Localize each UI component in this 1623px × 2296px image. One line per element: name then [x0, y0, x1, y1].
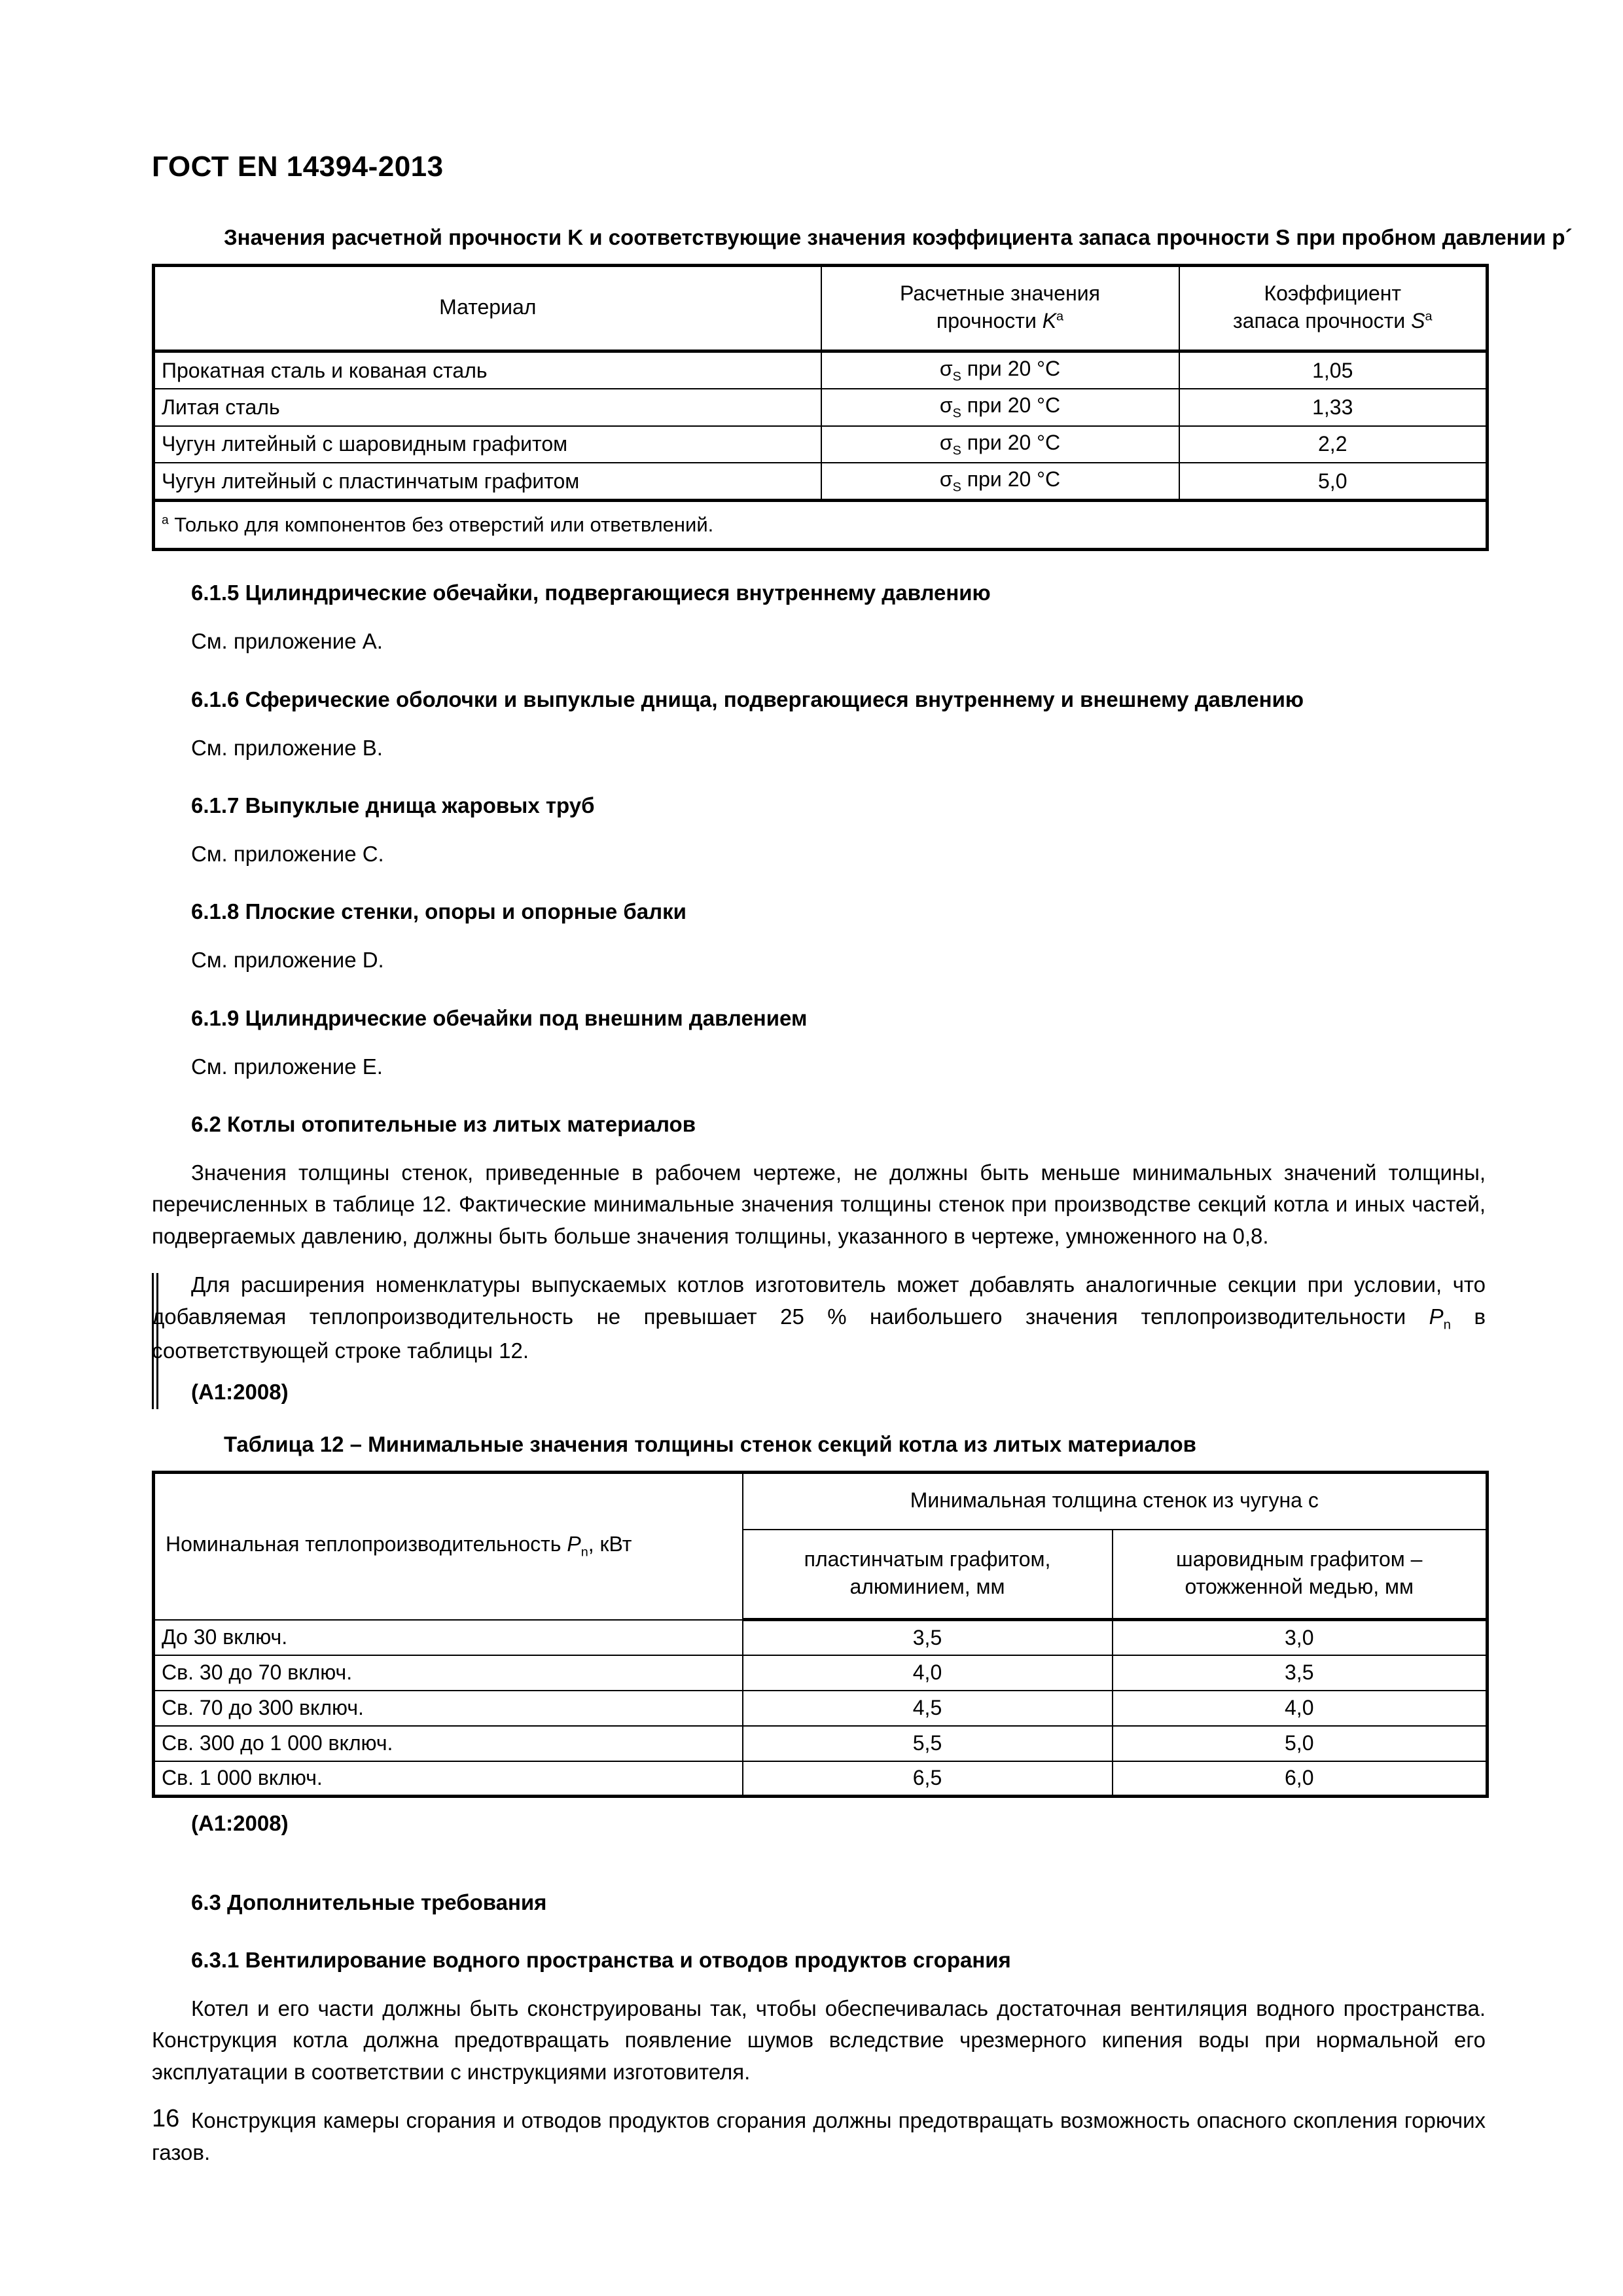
- table-12-header-lamellar: [743, 1530, 1113, 1620]
- paragraph-6-2-2-part1: Для расширения номенклатуры выпускаемых котлов изготовитель может добавлять аналогичные секции при условии, что добавляемая теплопроизводительность не превышает 25 % наибольшего значения теплопроизводительности: [152, 1272, 1486, 1329]
- reference-6-1-7: См. приложение C.: [191, 841, 384, 866]
- table-12-header-nominal-suffix: , кВт: [588, 1532, 632, 1556]
- table-11: [152, 264, 1489, 552]
- table-12-header-nominal-sub: n: [580, 1545, 588, 1560]
- footnote-text: Только для компонентов без отверстий или ответвлений.: [168, 513, 714, 537]
- paragraph-6-3-1-1: Котел и его части должны быть сконструированы так, чтобы обеспечивалась достаточная вентиляция водного пространства. Конструкция котла должна предотвращать появление шумов вследствие чрезмерного кипения воды при нормальной его эксплуатации в соответствии с инструкциями изготовителя.: [152, 1996, 1486, 2084]
- table-11-cell-strength: [821, 463, 1179, 501]
- sigma-subscript: S: [952, 480, 961, 495]
- page-content: [152, 223, 1573, 2168]
- paragraph-6-2-1: Значения толщины стенок, приведенные в рабочем чертеже, не должны быть меньше минимальных значений толщины, перечисленных в таблице 12. Фактические минимальные значения толщины стенок при производстве секций котла и иных частей, подвергаемых давлению, должны быть больше значения толщины, указанного в чертеже, умноженного на 0,8.: [152, 1160, 1486, 1248]
- table-row: [154, 463, 1488, 501]
- amended-block: [152, 1269, 1486, 1367]
- table-12-caption: Таблица 12 – Минимальные значения толщины стенок секций котла из литых материалов: [224, 1432, 1196, 1457]
- table-12-cell-lamellar: 6,5: [743, 1761, 1113, 1797]
- page-number: 16: [152, 2105, 180, 2132]
- table-12-cell-range: Св. 300 до 1 000 включ.: [154, 1726, 743, 1761]
- symbol-pn-subscript: n: [1443, 1317, 1451, 1333]
- strength-condition: при 20 °C: [961, 467, 1061, 492]
- table-12-header-row-1: [154, 1473, 1488, 1530]
- heading-6-1-5: 6.1.5 Цилиндрические обечайки, подвергающиеся внутреннему давлению: [191, 581, 991, 605]
- sigma-subscript: S: [952, 406, 961, 421]
- table-11-cell-strength: [821, 426, 1179, 463]
- table-11-header-safety-line2: запаса прочности: [1233, 308, 1406, 332]
- footnote-marker: a: [162, 514, 169, 528]
- table-11-header-strength-line2: прочности: [936, 308, 1037, 332]
- table-12-cell-lamellar: 3,5: [743, 1620, 1113, 1655]
- reference-6-1-9: См. приложение E.: [191, 1054, 383, 1079]
- sigma-symbol: σ: [939, 430, 953, 454]
- table-11-cell-safety: 5,0: [1179, 463, 1488, 501]
- table-row: [154, 1655, 1488, 1691]
- table-11-cell-material: Литая сталь: [154, 389, 821, 425]
- reference-6-1-6: См. приложение B.: [191, 735, 383, 760]
- sigma-symbol: σ: [939, 467, 953, 492]
- table-row: [154, 351, 1488, 389]
- table-12-header-nodular: [1113, 1530, 1488, 1620]
- strength-condition: при 20 °C: [961, 430, 1061, 454]
- sigma-symbol: σ: [939, 393, 953, 418]
- table-11-header-safety-note: a: [1425, 309, 1433, 324]
- table-12-header-nominal: [154, 1473, 743, 1620]
- table-12-cell-range: Св. 70 до 300 включ.: [154, 1691, 743, 1726]
- table-12-cell-range: Св. 30 до 70 включ.: [154, 1655, 743, 1691]
- table-11-cell-strength: [821, 351, 1179, 389]
- table-11-header-row: [154, 265, 1488, 351]
- table-row: [154, 389, 1488, 425]
- table-row: [154, 1726, 1488, 1761]
- paragraph-6-2-2: [152, 1269, 1486, 1367]
- table-11-header-safety-symbol: S: [1411, 308, 1425, 332]
- paragraph-6-2-2-part2: в соответствующей строке таблицы 12.: [152, 1304, 1486, 1363]
- table-11-caption: [224, 223, 1592, 253]
- table-12-cell-nodular: 5,0: [1113, 1726, 1488, 1761]
- table-row: [154, 1620, 1488, 1655]
- sigma-subscript: S: [952, 443, 961, 458]
- table-12-header-span: Минимальная толщина стенок из чугуна с: [743, 1473, 1488, 1530]
- table-11-cell-safety: 1,05: [1179, 351, 1488, 389]
- table-row: [154, 1691, 1488, 1726]
- table-11-cell-safety: 1,33: [1179, 389, 1488, 425]
- table-12-cell-lamellar: 4,0: [743, 1655, 1113, 1691]
- strength-condition: при 20 °C: [961, 393, 1061, 418]
- table-11-header-strength-note: a: [1056, 309, 1064, 324]
- table-11-header-material: Материал: [154, 265, 821, 351]
- table-11-header-safety-line1: Коэффициент: [1264, 281, 1402, 306]
- heading-6-3-1: 6.3.1 Вентилирование водного пространства и отводов продуктов сгорания: [191, 1947, 1011, 1972]
- reference-6-1-5: См. приложение A.: [191, 629, 383, 654]
- amendment-note-1: (A1:2008): [191, 1380, 289, 1405]
- table-11-footnote: [154, 501, 1488, 550]
- table-row: [154, 1761, 1488, 1797]
- table-12-cell-nodular: 6,0: [1113, 1761, 1488, 1797]
- heading-6-1-8: 6.1.8 Плоские стенки, опоры и опорные балки: [191, 899, 687, 924]
- paragraph-6-3-1-2: Конструкция камеры сгорания и отводов продуктов сгорания должны предотвращать возможность опасного скопления горючих газов.: [152, 2108, 1486, 2164]
- table-11-header-strength-symbol: K: [1042, 308, 1057, 332]
- reference-6-1-8: См. приложение D.: [191, 948, 384, 973]
- sigma-subscript: S: [952, 369, 961, 384]
- table-12: [152, 1471, 1489, 1798]
- table-11-cell-safety: 2,2: [1179, 426, 1488, 463]
- table-11-cell-strength: [821, 389, 1179, 425]
- table-12-cell-range: Св. 1 000 включ.: [154, 1761, 743, 1797]
- table-12-header-lamellar-line2: алюминием, мм: [849, 1575, 1005, 1598]
- strength-condition: при 20 °C: [961, 356, 1061, 380]
- table-11-cell-material: Чугун литейный с пластинчатым графитом: [154, 463, 821, 501]
- table-11-header-safety: [1179, 265, 1488, 351]
- table-12-cell-nodular: 3,0: [1113, 1620, 1488, 1655]
- table-12-header-nominal-prefix: Номинальная теплопроизводительность: [166, 1532, 567, 1556]
- heading-6-2: 6.2 Котлы отопительные из литых материалов: [191, 1112, 696, 1137]
- table-12-cell-nodular: 4,0: [1113, 1691, 1488, 1726]
- heading-6-1-9: 6.1.9 Цилиндрические обечайки под внешним давлением: [191, 1005, 808, 1030]
- table-12-cell-lamellar: 4,5: [743, 1691, 1113, 1726]
- sigma-symbol: σ: [939, 356, 953, 380]
- table-12-cell-nodular: 3,5: [1113, 1655, 1488, 1691]
- table-12-header-nodular-line1: шаровидным графитом –: [1176, 1547, 1423, 1571]
- table-12-cell-lamellar: 5,5: [743, 1726, 1113, 1761]
- table-12-header-nominal-symbol: P: [567, 1532, 581, 1556]
- symbol-pn: P: [1429, 1304, 1444, 1329]
- table-12-header-nodular-line2: отожженной медью, мм: [1185, 1575, 1414, 1598]
- heading-6-3: 6.3 Дополнительные требования: [191, 1890, 547, 1914]
- table-11-header-strength: [821, 265, 1179, 351]
- table-12-cell-range: До 30 включ.: [154, 1620, 743, 1655]
- change-bar: [152, 1273, 158, 1409]
- table-11-cell-material: Чугун литейный с шаровидным графитом: [154, 426, 821, 463]
- heading-6-1-7: 6.1.7 Выпуклые днища жаровых труб: [191, 793, 595, 818]
- heading-6-1-6: 6.1.6 Сферические оболочки и выпуклые днища, подвергающиеся внутреннему и внешнему давлению: [191, 687, 1304, 711]
- table-11-caption-text: Значения расчетной прочности K и соответствующие значения коэффициента запаса прочности S при пробном давлении p´: [224, 225, 1573, 249]
- table-12-header-lamellar-line1: пластинчатым графитом,: [804, 1547, 1051, 1571]
- amendment-note-2: (A1:2008): [191, 1811, 289, 1835]
- table-11-cell-material: Прокатная сталь и кованая сталь: [154, 351, 821, 389]
- table-row: [154, 426, 1488, 463]
- document-header: ГОСТ EN 14394-2013: [152, 151, 444, 183]
- table-11-footnote-row: [154, 501, 1488, 550]
- table-11-header-strength-line1: Расчетные значения: [900, 281, 1100, 306]
